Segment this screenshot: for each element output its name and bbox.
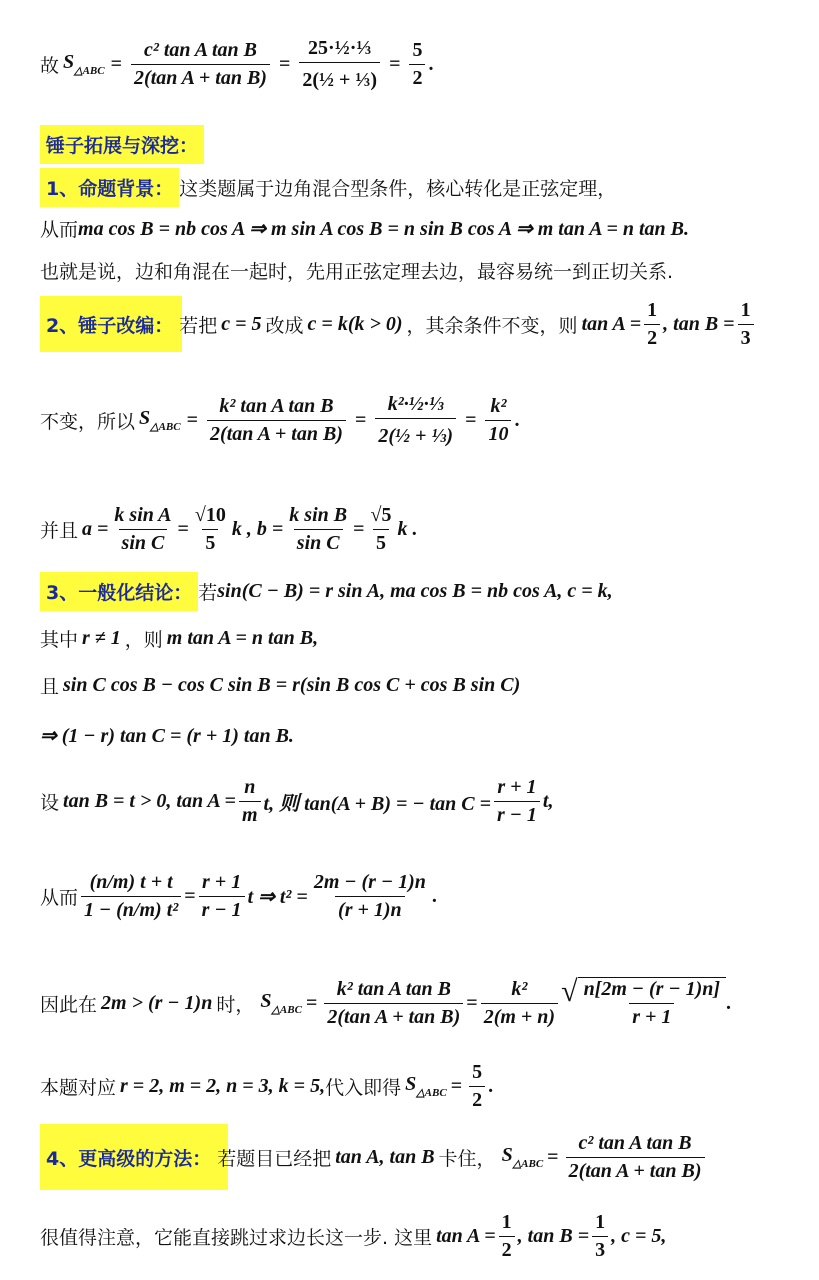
sqrt-symbol: √ $\frac{n[2m - (r - 1)n]}{r + 1}$ — [561, 977, 726, 1029]
s2-line2-prefix: 不变，所以 — [40, 410, 136, 433]
s3-line6-prefix: 从而 — [40, 886, 79, 909]
s3-line6-frac-r: $\frac{r + 1}{r - 1}$ — [199, 871, 245, 922]
substituted-fraction: $\frac{\text{25·½·⅓}}{\text{2(½ + ⅓)}}$ — [299, 37, 380, 92]
equals-sign: = — [354, 408, 367, 431]
s3-line7-prefix: 因此在 — [40, 993, 98, 1016]
s4-text-b: 卡住， — [438, 1147, 496, 1170]
s3-line5-c: t, — [542, 789, 554, 812]
s2-line3 — [40, 496, 417, 562]
s3-label: 3、一般化结论： — [40, 572, 198, 611]
s2-a-result: $\frac{√10}{5}$ — [194, 503, 226, 554]
area-fraction: $\frac{\text{c² tan A tan B}}{\text{2(tan A + tan B)}}$ — [131, 39, 270, 90]
equals-sign: = — [466, 991, 478, 1014]
s4-math-a: tan A, tan B — [335, 1145, 435, 1168]
s1-line2-math: ma cos B = nb cos A ⇒ m sin A cos B = n sin B cos A ⇒ m tan A = n tan B. — [78, 217, 690, 240]
s2-frac-c: $\frac{1}{2}$ — [644, 299, 660, 350]
s3-line7: 因此在 2m > (r − 1)n 时， $S_{\triangle ABC}$ = $\frac{\text{k² tan A tan B}}{\text{2(tan A + tan B)}}$ = $\frac{\text{k²}}{2(m + n)}$ √ $\frac{n[2m - (r - 1)n]}{r + 1}$ . — [40, 975, 732, 1028]
s4-l2-c: , c = 5, — [611, 1224, 667, 1247]
s2-a-tail: k , b = — [231, 517, 284, 540]
s3-line5 — [40, 770, 553, 832]
s3-line7-mid: 时， — [216, 993, 255, 1016]
s3-line2-prefix: 其中 — [40, 628, 79, 651]
s1-line2 — [40, 212, 689, 244]
s3-line7-condition: 2m > (r − 1)n — [101, 991, 213, 1014]
s3-line5-b: t, 则 tan(A + B) = − tan C = — [263, 792, 491, 815]
s2-text-a: 若把 — [179, 314, 218, 337]
area-symbol: $S_{\triangle ABC}$ — [501, 1144, 544, 1170]
s3-line8: 本题对应 r = 2, m = 2, n = 3, k = 5, 代入即得 $S_{\triangle ABC}$ = $\frac{5}{2}$ . — [40, 1060, 494, 1111]
result-fraction: $\frac{5}{2}$ — [409, 39, 425, 90]
equals-sign: = — [450, 1074, 463, 1097]
s3-line8-math: r = 2, m = 2, n = 3, k = 5, — [120, 1074, 326, 1097]
s2-text-c: ，其余条件不变，则 — [406, 314, 578, 337]
equals-sign: = — [177, 517, 189, 540]
s3-line4 — [40, 718, 294, 752]
s2-frac-d: $\frac{1}{3}$ — [738, 299, 754, 350]
s1-line3 — [40, 254, 673, 286]
s2-substituted-fraction: $\frac{\text{k²·½·⅓}}{\text{2(½ + ⅓)}}$ — [375, 393, 456, 448]
s2-a-fraction: $\frac{\text{k sin A}}{\text{sin C}}$ — [114, 503, 172, 554]
period: . — [428, 52, 434, 75]
s3-line2-math2: m tan A = n tan B, — [166, 626, 319, 649]
s2-text-b: 改成 — [265, 314, 304, 337]
s3-line8-mid: 代入即得 — [325, 1076, 402, 1099]
s3-line3-math: sin C cos B − cos C sin B = r(sin B cos C + cos B sin C) — [63, 673, 521, 696]
s2-result-fraction: $\frac{\text{k²}}{10}$ — [485, 395, 511, 446]
s4-l2-b: , tan B = — [517, 1224, 590, 1247]
s4-l2-frac-a: $\frac{1}{2}$ — [499, 1211, 515, 1262]
s3-line5-prefix: 设 — [40, 791, 60, 814]
s3-line5-frac-r: $\frac{r + 1}{r - 1}$ — [494, 776, 540, 827]
equals-sign: = — [465, 408, 477, 431]
s4-area-fraction: $\frac{\text{c² tan A tan B}}{\text{2(tan A + tan B)}}$ — [566, 1132, 705, 1183]
equals-sign: = — [184, 884, 196, 907]
s3-line3-prefix: 且 — [40, 675, 60, 698]
formula-line-area-result — [40, 14, 433, 114]
s2-a-lhs: a = — [82, 517, 109, 540]
s3-line2 — [40, 622, 318, 654]
s1-line1 — [40, 170, 616, 204]
equals-sign: = — [110, 52, 123, 75]
s2-area-fraction: $\frac{\text{k² tan A tan B}}{\text{2(tan A + tan B)}}$ — [207, 395, 346, 446]
s1-label: 1、命题背景： — [40, 168, 179, 207]
equals-sign: = — [389, 52, 401, 75]
s2-line1 — [40, 296, 757, 352]
s2-line3-prefix: 并且 — [40, 519, 79, 542]
section-title — [40, 126, 204, 162]
s2-b-fraction: $\frac{\text{k sin B}}{\text{sin C}}$ — [289, 503, 348, 554]
s1-line2-prefix: 从而 — [40, 218, 79, 241]
equals-sign: = — [353, 517, 365, 540]
equals-sign: = — [278, 52, 291, 75]
s3-math: sin(C − B) = r sin A, ma cos B = nb cos A, c = k, — [217, 579, 613, 602]
s3-line4-math: ⇒ (1 − r) tan C = (r + 1) tan B. — [40, 724, 294, 747]
equals-sign: = — [547, 1145, 559, 1168]
s2-math-b: c = k(k > 0) — [307, 312, 403, 335]
s1-line3-text: 也就是说，边和角混在一起时，先用正弦定理去边，最容易统一到正切关系. — [40, 260, 674, 283]
s3-line7-k-fraction: $\frac{\text{k²}}{2(m + n)}$ — [481, 978, 558, 1029]
period: . — [431, 884, 437, 907]
equals-sign: = — [305, 991, 318, 1014]
area-symbol: $S_{\triangle ABC}$ — [139, 407, 181, 433]
s2-b-result: $\frac{√5}{5}$ — [370, 503, 392, 554]
s2-math-d: , tan B = — [663, 312, 735, 335]
s4-l2-a: tan A = — [436, 1224, 496, 1247]
s3-line6 — [40, 848, 437, 944]
s4-label: 4、更高级的方法： — [46, 1147, 212, 1170]
s2-math-a: c = 5 — [221, 312, 262, 335]
area-symbol: $S_{\triangle ABC}$ — [405, 1073, 447, 1099]
s3-line2-mid: ，则 — [124, 628, 163, 651]
s1-text: 这类题属于边角混合型条件，核心转化是正弦定理， — [179, 177, 617, 200]
s3-line8-prefix: 本题对应 — [40, 1076, 117, 1099]
s3-line6-mid: t ⇒ t² = — [247, 885, 308, 908]
s3-text: 若 — [198, 581, 218, 604]
s3-line6-compound-fraction: $\frac{(n/m) t + t}{\text{1 − (n/m) t²}}$ — [81, 871, 181, 922]
s2-math-c: tan A = — [581, 312, 642, 335]
s3-line2-math1: r ≠ 1 — [82, 626, 121, 649]
s3-line8-result: $\frac{5}{2}$ — [469, 1061, 485, 1112]
section-title-text: 锤子拓展与深挖： — [40, 125, 204, 164]
s4-line2-text: 很值得注意，它能直接跳过求边长这一步. 这里 — [40, 1226, 433, 1249]
s3-line5-a: tan B = t > 0, tan A = — [63, 789, 236, 812]
area-symbol: $S_{\triangle ABC}$ — [63, 51, 105, 77]
s2-b-tail: k . — [397, 517, 418, 540]
s3-line6-frac-t: $\frac{2m - (r - 1)n}{(r + 1)n}$ — [313, 870, 426, 921]
s4-line1 — [40, 1124, 708, 1190]
s2-label: 2、锤子改编： — [46, 314, 174, 337]
area-symbol: $S_{\triangle ABC}$ — [260, 990, 302, 1016]
s4-l2-frac-b: $\frac{1}{3}$ — [592, 1211, 608, 1262]
s3-line1 — [40, 572, 613, 610]
s3-line3 — [40, 668, 520, 702]
s2-line2: 不变，所以 $S_{\triangle ABC}$ = $\frac{\text{k² tan A tan B}}{\text{2(tan A + tan B)}}$ = $\frac{\text{k²·½·⅓}}{\text{2(½ + ⅓)}}$ = $\frac{\text{k²}}{10}$ . — [40, 392, 520, 447]
s4-text-a: 若题目已经把 — [217, 1147, 332, 1170]
s4-line2 — [40, 1206, 666, 1266]
s3-line5-frac-nm: $\frac{n}{m}$ — [239, 776, 261, 827]
text-prefix: 故 — [40, 54, 60, 77]
equals-sign: = — [186, 408, 199, 431]
s3-line7-area-fraction: $\frac{\text{k² tan A tan B}}{\text{2(tan A + tan B)}}$ — [324, 978, 463, 1029]
